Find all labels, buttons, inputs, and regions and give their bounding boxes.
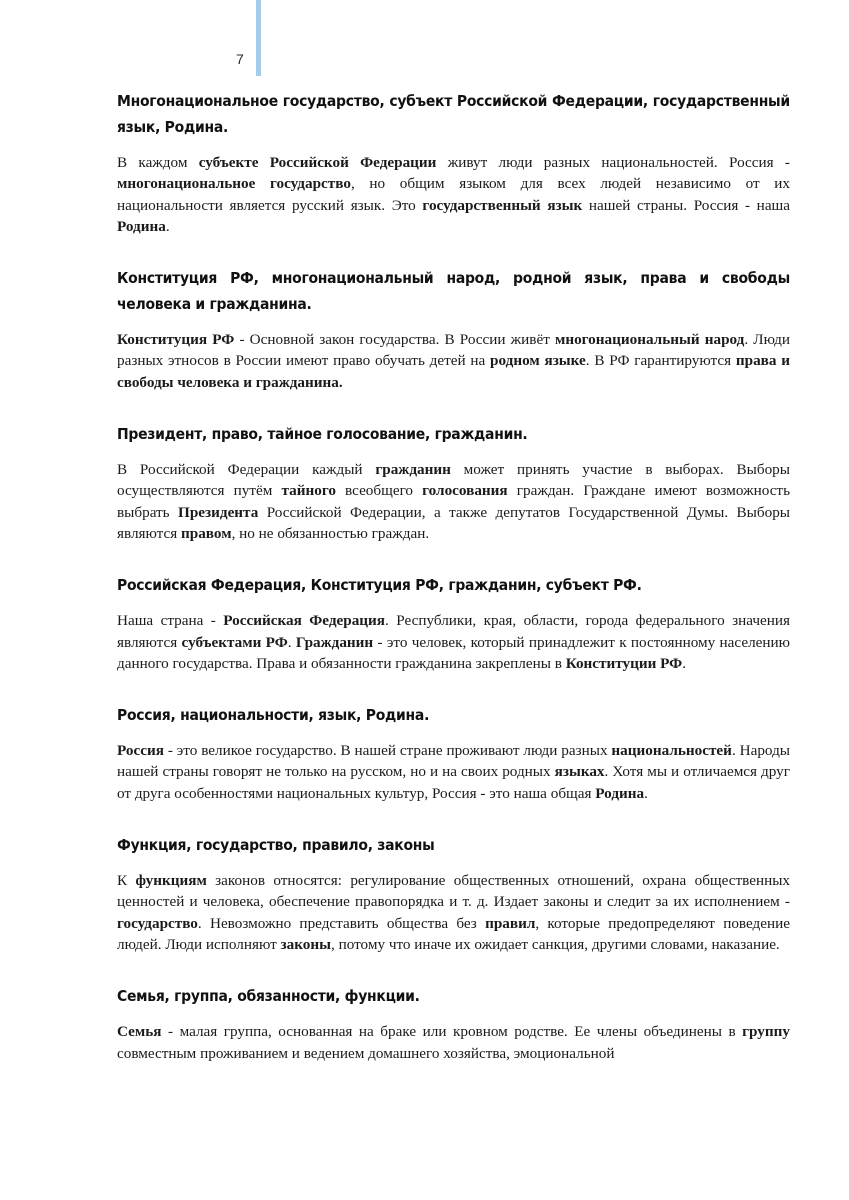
page-header [0, 0, 849, 80]
section-body: Наша страна - Российская Федерация. Республики, края, области, города федерального значения являются субъектами РФ. Гражданин - это человек, который принадлежит к постоянному населению данного государства. Права и обязанности гражданина закреплены в Конституции РФ. [117, 612, 790, 672]
section-heading: Конституция РФ, многонациональный народ, родной язык, права и свободы человека и гражданина. [117, 269, 790, 314]
section-spacer [117, 237, 790, 265]
section-body: Россия - это великое государство. В нашей стране проживают люди разных национальностей. Народы нашей страны говорят не только на русском, но и на своих родных языках. Хотя мы и отличаемся друг от друга особенностями национальных культур, Россия - это наша общая Родина. [117, 742, 791, 802]
section-body: В каждом субъекте Российской Федерации живут люди разных национальностей. Россия - многонациональное государство, но общим языком для всех людей независимо от их национальности является русский язык. Это государственный язык нашей страны. Россия - наша Родина. [117, 154, 790, 235]
section-spacer [117, 544, 790, 572]
section-body: В Российской Федерации каждый гражданин может принять участие в выборах. Выборы осуществляются путём тайного всеобщего голосования граждан. Граждане имеют возможность выбрать Президента Российской Федерации, а также депутатов Государственной Думы. Выборы являются правом, но не обязанностью граждан. [117, 461, 790, 542]
heading-body-spacer [117, 447, 790, 459]
section-spacer [117, 804, 790, 832]
section-spacer [117, 674, 790, 702]
heading-body-spacer [117, 858, 790, 870]
document-section [117, 421, 790, 572]
document-section [117, 832, 790, 983]
section-heading: Президент, право, тайное голосование, гражданин. [117, 425, 528, 444]
document-section [117, 702, 790, 832]
document-section [117, 983, 790, 1064]
section-body: Конституция РФ - Основной закон государства. В России живёт многонациональный народ. Люди разных этносов в России имеют право обучать детей на родном языке. В РФ гарантируются права и свободы человека и гражданина. [117, 331, 791, 391]
page-number: 7 [236, 51, 244, 67]
section-spacer [117, 393, 790, 421]
heading-body-spacer [117, 598, 790, 610]
heading-body-spacer [117, 317, 790, 329]
section-spacer [117, 955, 790, 983]
section-heading: Семья, группа, обязанности, функции. [117, 987, 420, 1006]
header-vertical-rule [256, 0, 261, 76]
section-heading: Россия, национальности, язык, Родина. [117, 706, 430, 725]
document-section [117, 265, 790, 421]
heading-body-spacer [117, 140, 790, 152]
section-heading: Многонациональное государство, субъект Российской Федерации, государственный язык, Родина. [117, 92, 790, 136]
document-section [117, 572, 790, 702]
section-body: Семья - малая группа, основанная на браке или кровном родстве. Ее члены объединены в группу совместным проживанием и ведением домашнего хозяйства, эмоциональной [117, 1023, 790, 1062]
document-content [117, 88, 790, 1064]
heading-body-spacer [117, 728, 790, 740]
document-section [117, 88, 790, 265]
section-heading: Российская Федерация, Конституция РФ, гражданин, субъект РФ. [117, 576, 642, 595]
section-heading: Функция, государство, правило, законы [117, 836, 435, 855]
heading-body-spacer [117, 1009, 790, 1021]
section-body: К функциям законов относятся: регулирование общественных отношений, охрана общественных ценностей и человека, обеспечение правопорядка и т. д. Издает законы и следит за их исполнением - государство. Невозможно представить общества без правил, которые предопределяют поведение людей. Люди исполняют законы, потому что иначе их ожидает санкция, другими словами, наказание. [117, 872, 791, 953]
